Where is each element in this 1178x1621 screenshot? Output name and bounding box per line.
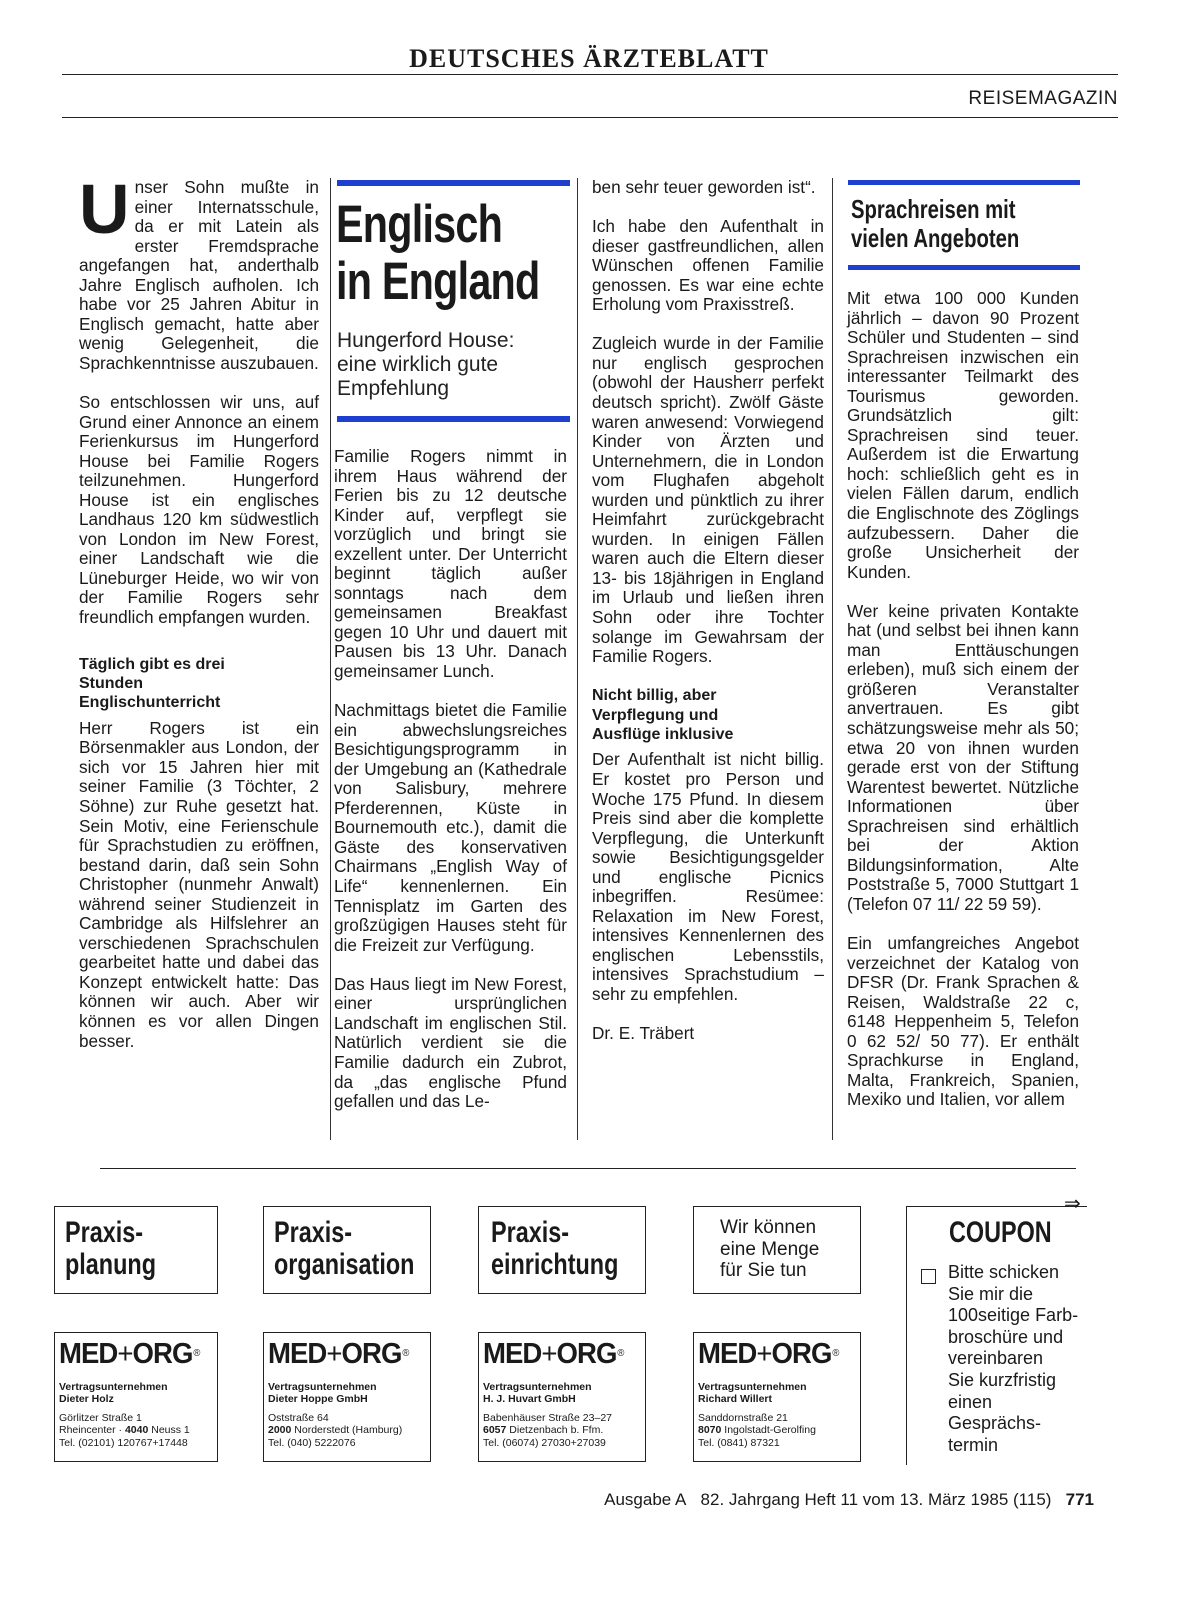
column-divider: [832, 178, 833, 1140]
paragraph: ben sehr teuer geworden ist“.: [592, 177, 816, 197]
vendor-address: Görlitzer Straße 1: [59, 1411, 142, 1424]
vendor-postcode: 6057: [483, 1424, 507, 1437]
ad-title: [65, 1217, 156, 1281]
paragraph: Mit etwa 100 000 Kunden jährlich – davon 90 Prozent Schüler und Studenten – sind Sprachreisen inzwischen ein interessanter Teilmarkt des Tourismus geworden. Grundsätzlich gilt: Sprachreisen sind teuer. Außerdem ist die Erwartung hoch: schließlich geht es in vielen Fällen darum, endlich die Englischnote des Zöglings aufzubessern. Daher die große Unsicherheit der Kunden.: [847, 288, 1079, 582]
subheading: Nicht billig, aber Verpflegung und Ausflüge inklusive: [592, 687, 734, 744]
vendor-details: [268, 1381, 402, 1449]
med-org-logo: [698, 1339, 838, 1369]
med-org-logo: [268, 1339, 408, 1369]
vendor-label: Vertragsunternehmen: [698, 1381, 807, 1393]
vendor-label: Vertragsunternehmen: [59, 1381, 168, 1393]
logo-registered: ®: [193, 1348, 200, 1359]
coupon-line: Sie mir die: [948, 1283, 1034, 1304]
logo-med: MED: [698, 1338, 757, 1370]
ad-title-line: Praxis-: [274, 1216, 353, 1249]
paragraph: Nachmittags bietet die Familie ein abwechslungsreiches Besichtigungsprogramm in der Umgebung an (Kathedrale von Salisbury, mehrere Pferderennen, Küste in Bournemouth etc.), damit die Gäste des konservativen Chairmans „English Way of Life“ kennenlernen. Ein Tennisplatz im Garten des großzügigen Hauses steht für die Freizeit zur Verfügung.: [334, 700, 567, 955]
paragraph: Familie Rogers nimmt in ihrem Haus während der Ferien bis zu 12 deutsche Kinder auf, verpflegt sie vorzüglich und bringt sie exzellent unter. Der Unterricht beginnt täglich außer sonntags nach dem gemeinsamen Breakfast gegen 10 Uhr und dauert mit Pausen bis 13 Uhr. Danach gemeinsamer Lunch.: [334, 446, 567, 682]
vendor-box: [693, 1332, 861, 1462]
ad-slogan: [720, 1217, 819, 1282]
vendor-city-name: Norderstedt (Hamburg): [291, 1424, 403, 1437]
header-rule: [62, 74, 1118, 75]
paragraph: Ich habe den Aufenthalt in dieser gastfreundlichen, allen Wünschen offenen Familie genossen. Es war eine echte Erholung vom Praxisstreß.: [592, 216, 824, 315]
scissors-icon: ⇒: [1064, 1193, 1081, 1215]
vendor-details: [59, 1381, 190, 1449]
vendor-box: [54, 1332, 218, 1462]
paragraph-text: nser Sohn mußte in einer Internatsschule, da er mit Latein als erster Fremdsprache angefangen hat, anderthalb Jahre Englisch aufholen. Ich habe vor 25 Jahren Abitur in Englisch gemacht, hatte aber wenig Gelegenheit, die Sprachkenntnisse auszubauen.: [79, 177, 319, 373]
vendor-box: [263, 1332, 431, 1462]
section-label: REISEMAGAZIN: [968, 88, 1118, 109]
issue-info: 82. Jahrgang Heft 11 vom 13. März 1985 (115): [700, 1490, 1052, 1509]
ad-title-box-einrichtung: [478, 1206, 646, 1294]
logo-plus: +: [117, 1338, 133, 1370]
coupon[interactable]: [906, 1206, 1087, 1465]
vendor-phone: Tel. (0841) 87321: [698, 1436, 780, 1449]
ad-title-line: Praxis-: [491, 1216, 570, 1249]
ad-slogan-line: Wir können: [720, 1217, 817, 1238]
ad-title-line: planung: [65, 1248, 156, 1281]
ad-title-box-organisation: [263, 1206, 431, 1294]
vendor-postcode: 8070: [698, 1424, 722, 1437]
paragraph: Der Aufenthalt ist nicht billig. Er kostet pro Person und Woche 175 Pfund. In diesem Preis sind aber die komplette Verpflegung, die Unterkunft sowie Besichtigungsgelder und englische Picnics inbegriffen. Resümee: Relaxation im New Forest, intensives Kennenlernen des englischen Lebensstils, intensives Sprachstudium – sehr zu empfehlen.: [592, 749, 824, 1004]
ad-title-line: einrichtung: [491, 1248, 619, 1281]
logo-org: ORG: [556, 1338, 617, 1370]
paragraph: [79, 170, 319, 373]
article-column-1: [79, 170, 319, 1051]
page-number: 771: [1065, 1490, 1094, 1509]
coupon-title: COUPON: [949, 1216, 1052, 1249]
vendor-name: Richard Willert: [698, 1393, 773, 1406]
logo-org: ORG: [341, 1338, 402, 1370]
vendor-phone: Tel. (02101) 120767+17448: [59, 1436, 188, 1449]
vendor-name: H. J. Huvart GmbH: [483, 1393, 576, 1406]
deck: Hungerford House: eine wirklich gute Empfehlung: [337, 329, 515, 400]
headline-line-2: in England: [336, 252, 540, 311]
headline-bar-bottom: [337, 416, 570, 422]
section-rule: [62, 117, 1118, 118]
logo-registered: ®: [402, 1348, 409, 1359]
article-column-3: [592, 178, 824, 1044]
headline-bar-top: [337, 180, 570, 186]
drop-cap: U: [79, 170, 130, 248]
vendor-city: [268, 1424, 402, 1436]
vendor-details: [483, 1381, 612, 1449]
paragraph: Zugleich wurde in der Familie nur englisch gesprochen (obwohl der Hausherr perfekt deutsch spricht). Zwölf Gäste waren anwesend: Vorwiegend Kinder von Ärzten und Unternehmern, die in London vom Flughafen abgeholt wurden und pünktlich zu ihrer Heimfahrt zurückgebracht wurden. In einigen Fällen waren auch die Eltern dieser 13- bis 18jährigen in England im Urlaub und ließen ihren Sohn oder ihre Tochter solange im Gewahrsam der Familie Rogers.: [592, 333, 824, 667]
paragraph: Herr Rogers ist ein Börsenmakler aus London, der sich vor 15 Jahren hier mit seiner Familie (3 Töchter, 2 Söhne) zur Ruhe gesetzt hat. Sein Motiv, eine Ferienschule für Sprachstudien zu eröffnen, bestand darin, daß sein Sohn Christopher (nunmehr Anwalt) während seiner Studienzeit in Cambridge als Hilfslehrer an verschiedenen Sprachschulen gearbeitet hatte und dabei das Konzept entwickelt hatte: Das können wir auch. Aber wir können es vor allen Dingen besser.: [79, 717, 319, 1051]
article-column-2: [334, 447, 567, 1112]
edition: Ausgabe A: [604, 1490, 687, 1509]
subheading: Täglich gibt es drei Stunden Englischunterricht: [79, 655, 225, 712]
ad-slogan-box: [693, 1206, 861, 1294]
vendor-address: Oststraße 64: [268, 1411, 329, 1424]
ad-title: [491, 1217, 618, 1281]
coupon-line: vereinbaren: [948, 1348, 1044, 1369]
logo-plus: +: [541, 1338, 557, 1370]
column-divider: [577, 178, 578, 1140]
med-org-logo: [483, 1339, 623, 1369]
coupon-checkbox[interactable]: [921, 1269, 936, 1284]
vendor-name: Dieter Holz: [59, 1393, 114, 1406]
headline: [336, 196, 570, 310]
author: Dr. E. Träbert: [592, 1023, 695, 1044]
vendor-city-prefix: Rheincenter ·: [59, 1424, 125, 1437]
footer: [604, 1490, 1094, 1510]
headline-line-1: Englisch: [336, 195, 503, 254]
vendor-city-name: Ingolstadt-Gerolfing: [721, 1424, 816, 1437]
ad-title-line: Praxis-: [65, 1216, 144, 1249]
coupon-line: Bitte schicken: [948, 1262, 1060, 1282]
vendor-address: Sanddornstraße 21: [698, 1411, 788, 1424]
vendor-box: [478, 1332, 646, 1462]
vendor-city: [483, 1424, 612, 1436]
coupon-line: Sie kurzfristig: [948, 1369, 1057, 1390]
vendor-label: Vertragsunternehmen: [483, 1381, 592, 1393]
vendor-city: [698, 1424, 816, 1436]
coupon-line: broschüre und: [948, 1326, 1064, 1347]
sidebar-bar-bottom: [848, 265, 1080, 270]
coupon-text: [948, 1262, 1088, 1456]
ad-title-line: organisation: [274, 1248, 415, 1281]
logo-registered: ®: [832, 1348, 839, 1359]
column-divider: [330, 178, 331, 1140]
logo-plus: +: [756, 1338, 772, 1370]
logo-org: ORG: [771, 1338, 832, 1370]
vendor-phone: Tel. (040) 5222076: [268, 1436, 356, 1449]
vendor-city: [59, 1424, 190, 1436]
vendor-city-name: Neuss 1: [148, 1424, 190, 1437]
coupon-line: einen: [948, 1391, 993, 1412]
vendor-city-name: Dietzenbach b. Ffm.: [506, 1424, 604, 1437]
med-org-logo: [59, 1339, 199, 1369]
logo-org: ORG: [132, 1338, 193, 1370]
ad-title-box-planung: [54, 1206, 218, 1294]
sidebar-body: [847, 289, 1079, 1110]
paragraph: Das Haus liegt im New Forest, einer ursprünglichen Landschaft im englischen Stil. Natürlich verdient sie die Familie dadurch ein Zubrot, da „das englische Pfund gefallen und das Le-: [334, 973, 567, 1112]
ad-slogan-line: für Sie tun: [720, 1260, 807, 1281]
logo-med: MED: [483, 1338, 542, 1370]
sidebar-bar-top: [848, 180, 1080, 185]
ad-title: [274, 1217, 414, 1281]
vendor-address: Babenhäuser Straße 23–27: [483, 1411, 613, 1424]
coupon-line: termin: [948, 1434, 999, 1455]
logo-med: MED: [59, 1338, 118, 1370]
paragraph: Wer keine privaten Kontakte hat (und selbst bei ihnen kann man Enttäuschungen erleben), muß sich einem der größeren Veranstalter anvertrauen. Es gibt schätzungsweise mehr als 50; etwa 20 von ihnen wurden gerade erst von der Stiftung Warentest bewertet. Nützliche Informationen über Sprachreisen sind erhältlich bei der Aktion Bildungsinformation, Alte Poststraße 5, 7000 Stuttgart 1 (Telefon 07 11/ 22 59 59).: [847, 600, 1079, 914]
paragraph: Ein umfangreiches Angebot verzeichnet der Katalog von DFSR (Dr. Frank Sprachen & Reisen, Waldstraße 22 c, 6148 Heppenheim 5, Telefon 0 62 52/ 50 77). Er enthält Sprachkurse in England, Malta, Frankreich, Spanien, Mexiko und Italien, vor allem: [847, 933, 1079, 1110]
vendor-postcode: 2000: [268, 1424, 292, 1437]
vendor-details: [698, 1381, 816, 1449]
ad-slogan-line: eine Menge: [720, 1238, 820, 1260]
masthead: DEUTSCHES ÄRZTEBLATT: [409, 44, 769, 73]
ad-rule: [100, 1168, 1076, 1169]
vendor-label: Vertragsunternehmen: [268, 1381, 377, 1393]
vendor-phone: Tel. (06074) 27030+27039: [483, 1436, 606, 1449]
sidebar-title-line-2: vielen Angeboten: [851, 223, 1020, 253]
sidebar-title: [851, 195, 1019, 253]
coupon-line: 100seitige Farb-: [948, 1305, 1079, 1326]
vendor-postcode: 4040: [124, 1424, 149, 1437]
paragraph: So entschlossen wir uns, auf Grund einer Annonce an einem Ferienkursus im Hungerford House bei Familie Rogers teilzunehmen. Hungerford House ist ein englisches Landhaus 120 km südwestlich von London im New Forest, einer Landschaft wie die Lüneburger Heide, wo wir von der Familie Rogers sehr freundlich empfangen wurden.: [79, 392, 319, 628]
coupon-line: Gesprächs-: [948, 1413, 1042, 1434]
logo-plus: +: [326, 1338, 342, 1370]
logo-med: MED: [268, 1338, 327, 1370]
logo-registered: ®: [617, 1348, 624, 1359]
vendor-name: Dieter Hoppe GmbH: [268, 1393, 368, 1406]
sidebar-title-line-1: Sprachreisen mit: [851, 194, 1016, 224]
